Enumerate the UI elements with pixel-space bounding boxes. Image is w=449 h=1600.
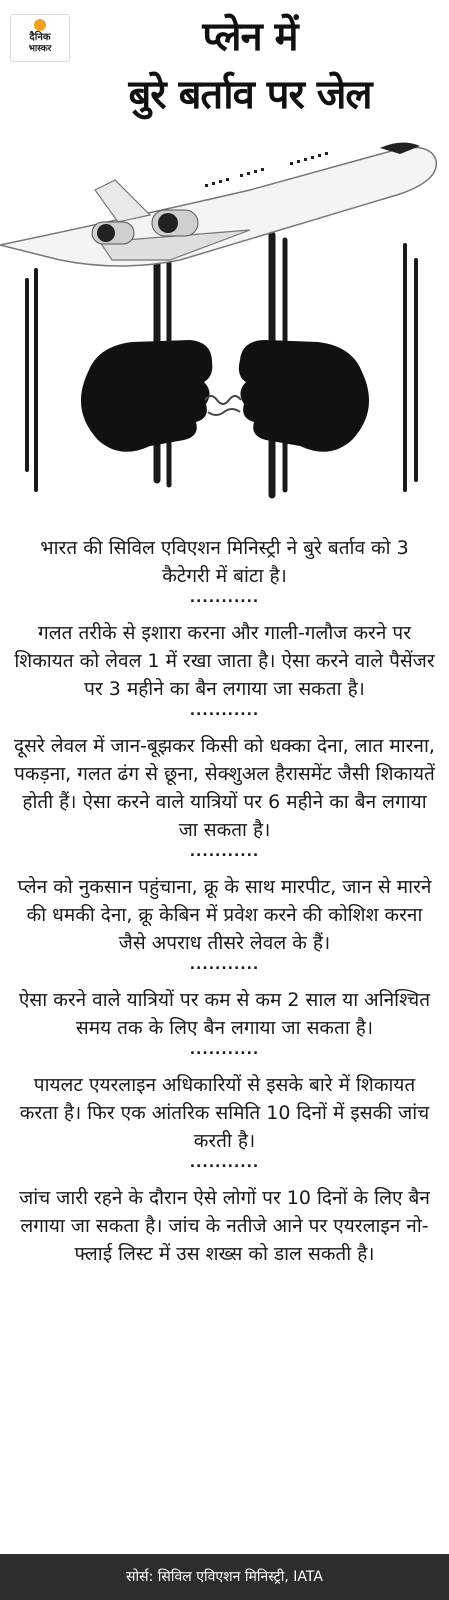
separator: ........... <box>189 957 260 973</box>
headline-line2: बुरे बर्ताव पर जेल <box>128 72 372 118</box>
brand-line1: दैनिक <box>29 32 51 43</box>
paragraph-level1: गलत तरीके से इशारा करना और गाली-गलौज करने पर शिकायत को लेवल 1 में रखा जाता है। ऐसा करने वाले पैसेंजर पर 3 महीने का बैन लगाया जा सकता है। <box>14 622 435 700</box>
paragraph-complaint: पायलट एयरलाइन अधिकारियों से इसके बारे में शिकायत करता है। फिर एक आंतरिक समिति 10 दिनों में इसकी जांच करती है। <box>19 1074 430 1152</box>
article-body <box>14 534 435 1268</box>
source-footer: सोर्स: सिविल एविएशन मिनिस्ट्री, IATA <box>0 1554 449 1600</box>
sun-icon <box>34 19 46 31</box>
paragraph-level3: प्लेन को नुकसान पहुंचाना, क्रू के साथ मारपीट, जान से मारने की धमकी देना, क्रू केबिन में प्रवेश करने की कोशिश करना जैसे अपराध तीसरे लेवल के हैं। <box>17 876 432 954</box>
brand-line2: भास्कर <box>28 44 52 54</box>
separator: ........... <box>189 844 260 860</box>
paragraph-intro: भारत की सिविल एविएशन मिनिस्ट्री ने बुरे बर्ताव को 3 कैटेगरी में बांटा है। <box>40 537 409 587</box>
paragraph-no-fly: जांच जारी रहने के दौरान ऐसे लोगों पर 10 दिनों के लिए बैन लगाया जा सकता है। जांच के नतीजे आने पर एयरलाइन नो-फ्लाई लिस्ट में उस शख्स को डाल सकती है। <box>19 1187 430 1265</box>
paragraph-level3-ban: ऐसा करने वाले यात्रियों पर कम से कम 2 साल या अनिश्चित समय तक के लिए बैन लगाया जा सकता है। <box>18 989 431 1039</box>
headline-line1: प्लेन में <box>202 14 298 60</box>
separator: ........... <box>189 590 260 606</box>
illustration <box>0 110 449 530</box>
brand-logo[interactable] <box>10 14 70 62</box>
handcuffed-fists-icon <box>81 340 369 452</box>
airplane-icon <box>0 142 436 266</box>
separator: ........... <box>189 1042 260 1058</box>
paragraph-level2: दूसरे लेवल में जान-बूझकर किसी को धक्का देना, लात मारना, पकड़ना, गलत ढंग से छूना, सेक्शुअल हैरासमेंट जैसी शिकायतें होती हैं। ऐसा करने वाले यात्रियों पर 6 महीने का बैन लगाया जा सकता है। <box>14 735 435 841</box>
separator: ........... <box>189 703 260 719</box>
separator: ........... <box>189 1155 260 1171</box>
